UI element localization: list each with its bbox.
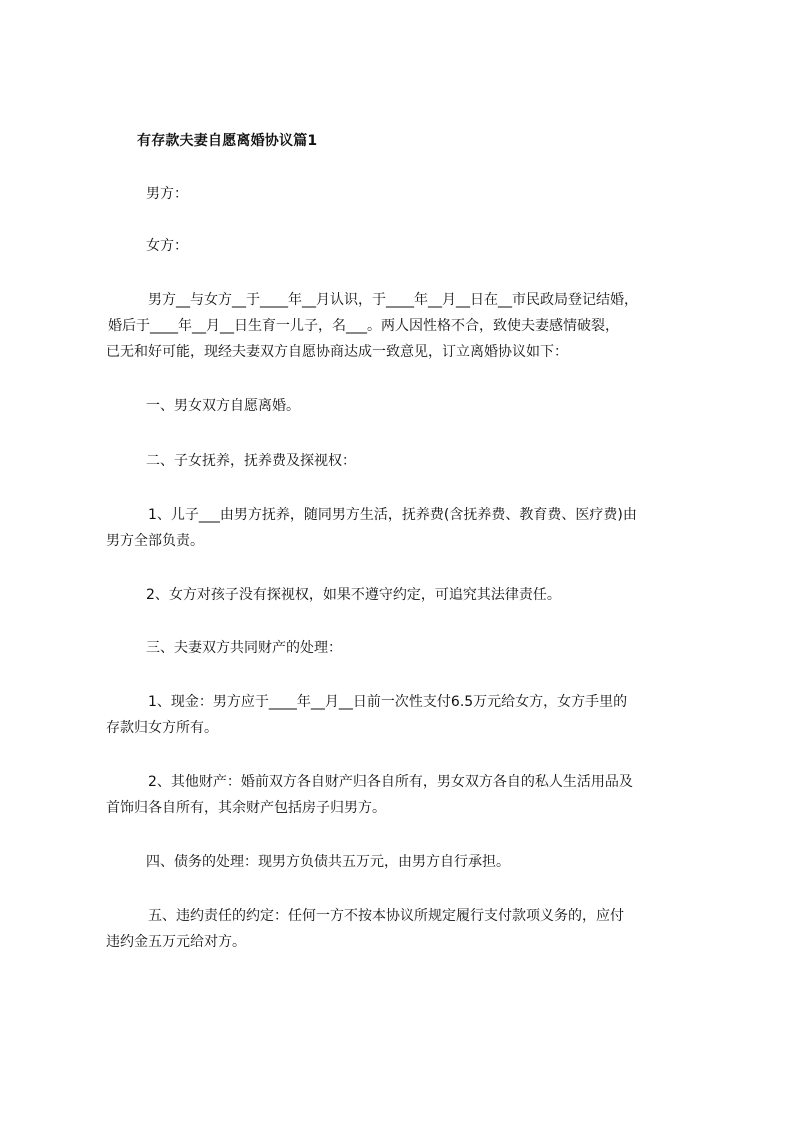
clause-3-2-line-2: 首饰归各自所有，其余财产包括房子归男方。 — [106, 800, 386, 816]
wife-label: 女方： — [146, 238, 188, 254]
clause-2-2: 2、女方对孩子没有探视权，如果不遵守约定，可追究其法律责任。 — [146, 587, 561, 603]
clause-2-1-line-2: 男方全部负责。 — [106, 533, 204, 549]
intro-line-2: 婚后于____年__月__日生育一儿子，名___。两人因性格不合，致使夫妻感情破裂， — [108, 318, 619, 334]
clause-3-heading: 三、夫妻双方共同财产的处理： — [146, 640, 342, 656]
husband-label: 男方： — [146, 186, 188, 202]
intro-line-3: 已无和好可能，现经夫妻双方自愿协商达成一致意见，订立离婚协议如下： — [106, 344, 568, 360]
clause-3-2-line-1: 2、其他财产：婚前双方各自财产归各自所有，男女双方各自的私人生活用品及 — [148, 774, 633, 790]
clause-2-heading: 二、子女抚养，抚养费及探视权： — [146, 453, 356, 469]
clause-2-1-line-1: 1、儿子___由男方抚养，随同男方生活，抚养费(含抚养费、教育费、医疗费)由 — [148, 507, 637, 523]
clause-3-1-line-1: 1、现金：男方应于____年__月__日前一次性支付6.5万元给女方，女方手里的 — [148, 694, 628, 710]
clause-1: 一、男女双方自愿离婚。 — [146, 398, 300, 414]
clause-4: 四、债务的处理：现男方负债共五万元，由男方自行承担。 — [146, 854, 510, 870]
clause-5-line-2: 违约金五万元给对方。 — [106, 934, 246, 950]
document-title: 有存款夫妻自愿离婚协议篇1 — [137, 133, 318, 149]
clause-3-1-line-2: 存款归女方所有。 — [106, 720, 218, 736]
clause-5-line-1: 五、违约责任的约定：任何一方不按本协议所规定履行支付款项义务的，应付 — [148, 908, 624, 924]
intro-line-1: 男方__与女方__于____年__月认识，于____年__月__日在__市民政局登记结婚， — [148, 292, 638, 308]
